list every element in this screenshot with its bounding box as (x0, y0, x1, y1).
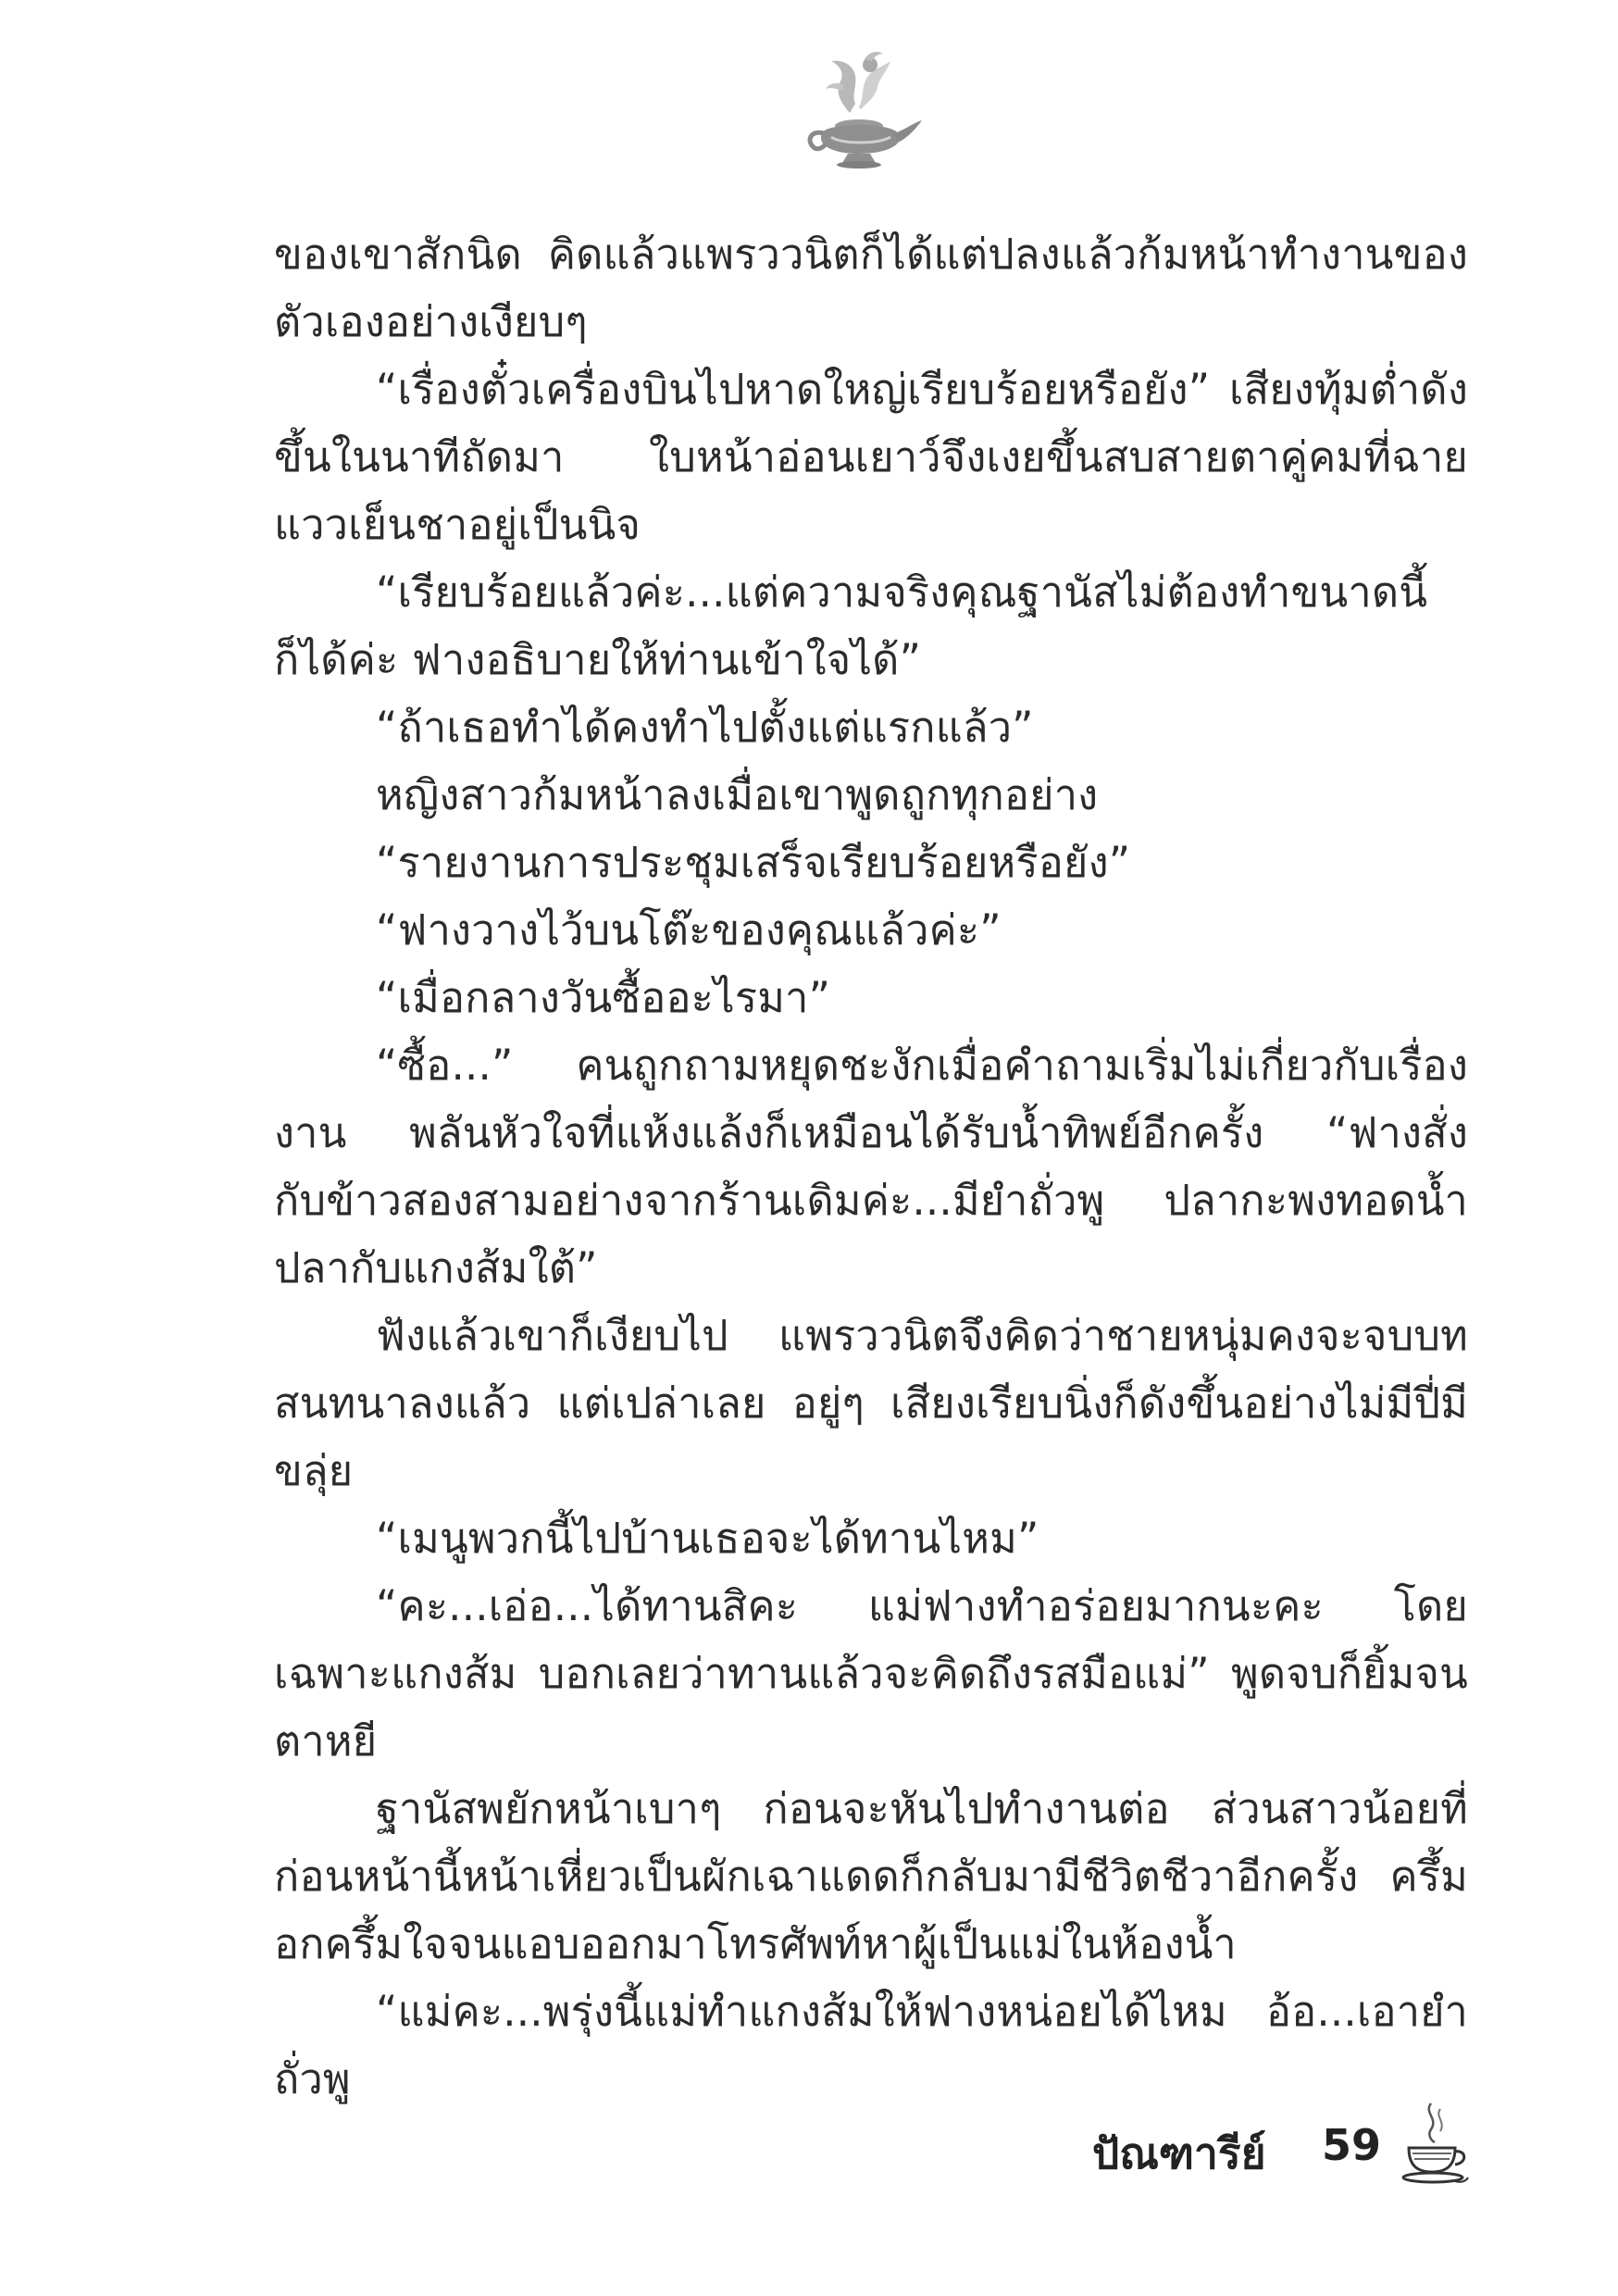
page-number: 59 (1322, 2120, 1382, 2170)
chapter-body (274, 220, 1468, 2113)
paragraph: “แม่คะ...พรุ่งนี้แม่ทำแกงส้มให้ฟางหน่อยได้ไหม อ้อ...เอายำถั่วพู (274, 1987, 1468, 2103)
paragraph: ของเขาสักนิด คิดแล้วแพรววนิตก็ได้แต่ปลงแล้วก้มหน้าทำงานของตัวเองอย่างเงียบๆ (274, 230, 1468, 346)
paragraph: “เมนูพวกนี้ไปบ้านเธอจะได้ทานไหม” (376, 1514, 1039, 1563)
paragraph: ฐานัสพยักหน้าเบาๆ ก่อนจะหันไปทำงานต่อ ส่วนสาวน้อยที่ก่อนหน้านี้หน้าเหี่ยวเป็นผักเฉาแดดก็กลับมามีชีวิตชีวาอีกครั้ง ครึ้มอกครึ้มใจจนแอบออกมาโทรศัพท์หาผู้เป็นแม่ในห้องน้ำ (274, 1784, 1468, 1968)
paragraph: “ซื้อ...” คนถูกถามหยุดชะงักเมื่อคำถามเริ่มไม่เกี่ยวกับเรื่องงาน พลันหัวใจที่แห้งแล้งก็เหมือนได้รับน้ำทิพย์อีกครั้ง “ฟางสั่งกับข้าวสองสามอย่างจากร้านเดิมค่ะ...มียำถั่วพู ปลากะพงทอดน้ำปลากับแกงส้มใต้” (274, 1041, 1468, 1292)
paragraph: “คะ...เอ่อ...ได้ทานสิคะ แม่ฟางทำอร่อยมากนะคะ โดยเฉพาะแกงส้ม บอกเลยว่าทานแล้วจะคิดถึงรสมือแม่” พูดจบก็ยิ้มจนตาหยี (274, 1581, 1468, 1766)
paragraph: “รายงานการประชุมเสร็จเรียบร้อยหรือยัง” (376, 838, 1131, 887)
genie-lamp-icon (794, 48, 924, 170)
book-title: ปัณฑารีย์ (1092, 2128, 1266, 2178)
paragraph: “เรียบร้อยแล้วค่ะ...แต่ความจริงคุณฐานัสไม่ต้องทำขนาดนี้ก็ได้ค่ะ ฟางอธิบายให้ท่านเข้าใจได้” (274, 568, 1428, 684)
paragraph: “เรื่องตั๋วเครื่องบินไปหาดใหญ่เรียบร้อยหรือยัง” เสียงทุ้มต่ำดังขึ้นในนาทีถัดมา ใบหน้าอ่อนเยาว์จึงเงยขึ้นสบสายตาคู่คมที่ฉายแววเย็นชาอยู่เป็นนิจ (274, 365, 1468, 549)
paragraph: “ถ้าเธอทำได้คงทำไปตั้งแต่แรกแล้ว” (376, 703, 1034, 752)
paragraph: หญิงสาวก้มหน้าลงเมื่อเขาพูดถูกทุกอย่าง (376, 770, 1099, 819)
coffee-cup-icon (1398, 2100, 1472, 2189)
paragraph: “ฟางวางไว้บนโต๊ะของคุณแล้วค่ะ” (376, 905, 1002, 955)
paragraph: “เมื่อกลางวันซื้ออะไรมา” (376, 973, 831, 1022)
page-footer (1092, 2100, 1481, 2202)
paragraph: ฟังแล้วเขาก็เงียบไป แพรววนิตจึงคิดว่าชายหนุ่มคงจะจบบทสนทนาลงแล้ว แต่เปล่าเลย อยู่ๆ เสียงเรียบนิ่งก็ดังขึ้นอย่างไม่มีปี่มีขลุ่ย (274, 1311, 1468, 1495)
